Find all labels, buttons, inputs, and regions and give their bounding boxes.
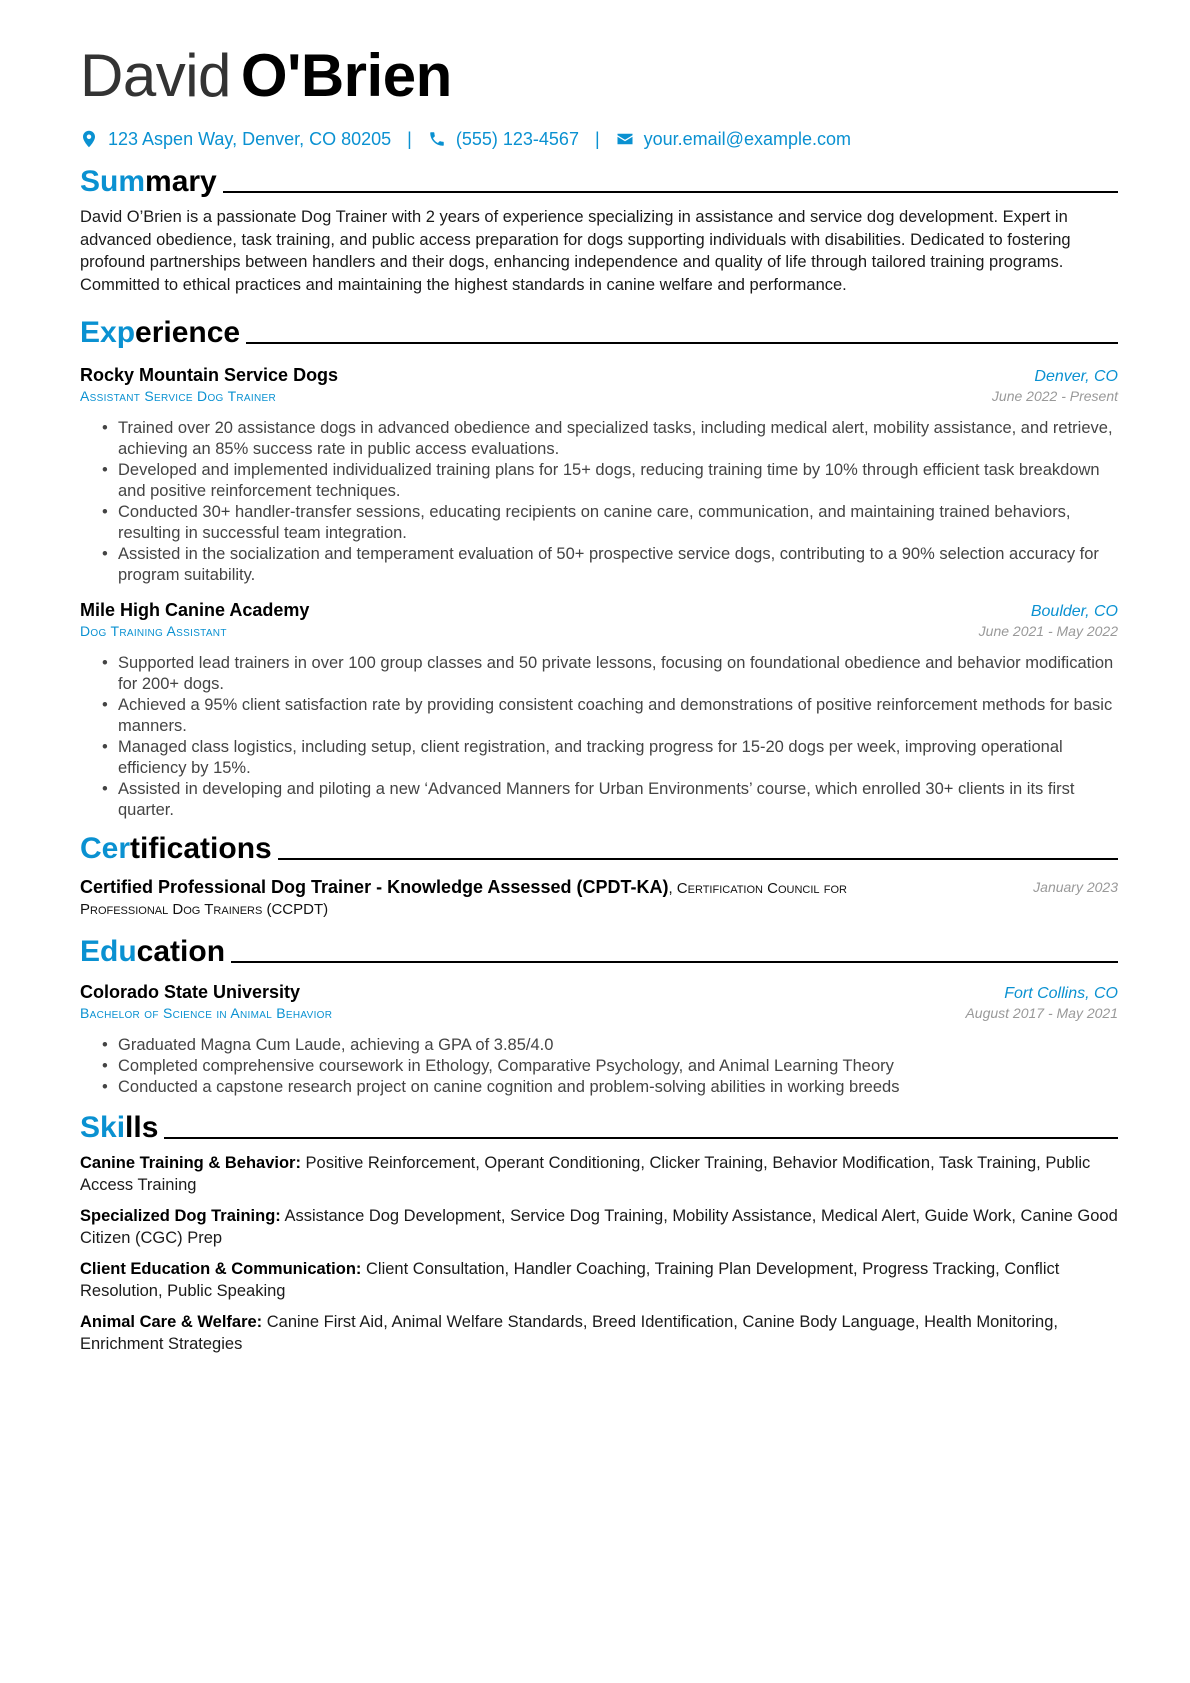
skill-label: Canine Training & Behavior: bbox=[80, 1153, 301, 1172]
first-name: David bbox=[80, 42, 231, 109]
job-dates: June 2022 - Present bbox=[991, 387, 1118, 404]
summary-text: David O’Brien is a passionate Dog Trainer with 2 years of experience specializing in assistance and service dog development. Expert in advanced obedience, task training, and public access preparation for dogs supporting individuals with disabilities. Dedicated to fostering profound partnerships between handlers and their dogs, enhancing independence and quality of life through tailored training programs. Committed to ethical practices and maintaining the highest standards in canine welfare and performance. bbox=[80, 208, 1071, 295]
experience-title bbox=[80, 315, 240, 351]
education-title-accent: Edu bbox=[80, 934, 137, 968]
section-rule bbox=[231, 961, 1118, 963]
contact-separator: | bbox=[407, 128, 412, 149]
list-item: • Conducted 30+ handler-transfer sessions, educating recipients on canine care, communication, and maintaining trained behaviors, resulting in successful team integration. bbox=[102, 502, 1118, 544]
phone-text: (555) 123-4567 bbox=[455, 128, 579, 149]
job-entry bbox=[80, 365, 1118, 586]
section-rule bbox=[164, 1137, 1118, 1139]
degree: Bachelor of Science in Animal Behavior bbox=[80, 1004, 333, 1021]
certification-date: January 2023 bbox=[1033, 878, 1118, 895]
list-item: • Trained over 20 assistance dogs in advanced obedience and specialized tasks, including medical alert, mobility assistance, and retrieve, achieving an 85% success rate in public access evaluations. bbox=[102, 418, 1118, 460]
list-item: • Managed class logistics, including setup, client registration, and tracking progress for 15-20 dogs per week, improving operational efficiency by 15%. bbox=[102, 737, 1118, 779]
job-location: Denver, CO bbox=[1034, 367, 1118, 385]
certifications-title-accent: Cer bbox=[80, 831, 131, 865]
school-name: Colorado State University bbox=[80, 981, 301, 1002]
skills-list bbox=[80, 1152, 1118, 1356]
list-item: • Developed and implemented individualized training plans for 15+ dogs, reducing training time by 10% through efficient task breakdown and positive reinforcement techniques. bbox=[102, 460, 1118, 502]
skill-group bbox=[80, 1311, 1118, 1356]
section-rule bbox=[278, 858, 1118, 860]
job-entry bbox=[80, 600, 1118, 821]
certification-issuer: , Certification Council for Professional Dog Trainers (CCPDT) bbox=[80, 879, 847, 918]
certifications-title bbox=[80, 831, 272, 867]
summary-title-accent: Sum bbox=[80, 165, 146, 198]
job-org: Mile High Canine Academy bbox=[80, 599, 310, 620]
list-item: • Supported lead trainers in over 100 group classes and 50 private lessons, focusing on foundational obedience and behavior modification for 200+ dogs. bbox=[102, 653, 1118, 695]
candidate-name bbox=[80, 40, 1118, 112]
skill-group bbox=[80, 1258, 1118, 1303]
job-role: Dog Training Assistant bbox=[80, 622, 227, 639]
job-role: Assistant Service Dog Trainer bbox=[80, 387, 276, 404]
job-bullets bbox=[80, 653, 1118, 821]
certifications-title-rest: tifications bbox=[130, 831, 272, 865]
certification-title: Certified Professional Dog Trainer - Knowledge Assessed (CPDT-KA) bbox=[80, 876, 669, 897]
skill-items: Client Consultation, Handler Coaching, Training Plan Development, Progress Tracking, Conflict Resolution, Public Speaking bbox=[80, 1259, 1060, 1301]
skills-title-rest: lls bbox=[125, 1110, 159, 1144]
experience-heading bbox=[80, 311, 1118, 351]
certification-text bbox=[80, 877, 900, 920]
map-pin-icon bbox=[80, 130, 98, 148]
education-entry bbox=[80, 982, 1118, 1098]
certifications-heading bbox=[80, 827, 1118, 867]
list-item: • Achieved a 95% client satisfaction rate by providing consistent coaching and demonstrations of positive reinforcement methods for basic manners. bbox=[102, 695, 1118, 737]
education-title bbox=[80, 934, 225, 970]
job-location: Boulder, CO bbox=[1030, 602, 1118, 620]
skill-items: Assistance Dog Development, Service Dog Training, Mobility Assistance, Medical Alert, Guide Work, Canine Good Citizen (CGC) Prep bbox=[80, 1206, 1118, 1248]
certification-entry bbox=[80, 877, 1118, 920]
skills-title-accent: Ski bbox=[80, 1110, 126, 1144]
summary-heading bbox=[80, 160, 1118, 200]
contact-separator: | bbox=[594, 128, 600, 149]
summary-title-rest: mary bbox=[145, 165, 217, 198]
experience-title-accent: Exp bbox=[80, 315, 136, 349]
job-org: Rocky Mountain Service Dogs bbox=[80, 364, 339, 385]
skill-label: Animal Care & Welfare: bbox=[80, 1312, 263, 1331]
list-item: • Completed comprehensive coursework in Ethology, Comparative Psychology, and Animal Learning Theory bbox=[102, 1056, 1118, 1077]
education-title-rest: cation bbox=[136, 934, 226, 968]
list-item: • Assisted in the socialization and temperament evaluation of 50+ prospective service dogs, contributing to a 90% selection accuracy for program suitability. bbox=[102, 544, 1118, 586]
skills-title bbox=[80, 1110, 158, 1146]
contact-bar bbox=[80, 126, 1118, 152]
skill-group bbox=[80, 1152, 1118, 1197]
summary-title bbox=[80, 164, 217, 200]
list-item: • Graduated Magna Cum Laude, achieving a GPA of 3.85/4.0 bbox=[102, 1035, 1118, 1056]
skills-heading bbox=[80, 1106, 1118, 1146]
skill-label: Specialized Dog Training: bbox=[80, 1206, 281, 1225]
job-dates: June 2021 - May 2022 bbox=[978, 622, 1118, 639]
phone-icon bbox=[428, 130, 446, 148]
skill-items: Canine First Aid, Animal Welfare Standards, Breed Identification, Canine Body Language, Health Monitoring, Enrichment Strategies bbox=[80, 1312, 1058, 1354]
job-bullets bbox=[80, 418, 1118, 586]
skill-items: Positive Reinforcement, Operant Conditioning, Clicker Training, Behavior Modification, Task Training, Public Access Training bbox=[80, 1153, 1091, 1195]
section-rule bbox=[246, 342, 1118, 344]
skill-group bbox=[80, 1205, 1118, 1250]
contact-email[interactable] bbox=[616, 129, 851, 150]
school-location: Fort Collins, CO bbox=[1004, 984, 1118, 1002]
list-item: • Assisted in developing and piloting a new ‘Advanced Manners for Urban Environments’ course, which enrolled 30+ clients in its first quarter. bbox=[102, 779, 1118, 821]
last-name: O'Brien bbox=[240, 42, 452, 109]
list-item: • Conducted a capstone research project on canine cognition and problem-solving abilities in working breeds bbox=[102, 1077, 1118, 1098]
contact-phone[interactable] bbox=[428, 129, 579, 150]
skill-label: Client Education & Communication: bbox=[80, 1259, 362, 1278]
address-text: 123 Aspen Way, Denver, CO 80205 bbox=[108, 128, 392, 149]
education-heading bbox=[80, 930, 1118, 970]
envelope-icon bbox=[616, 130, 634, 148]
education-bullets bbox=[80, 1035, 1118, 1098]
contact-address bbox=[80, 129, 391, 150]
section-rule bbox=[223, 191, 1118, 193]
email-link[interactable]: your.email@example.com bbox=[643, 128, 851, 149]
experience-title-rest: erience bbox=[135, 315, 241, 349]
education-dates: August 2017 - May 2021 bbox=[965, 1004, 1118, 1021]
